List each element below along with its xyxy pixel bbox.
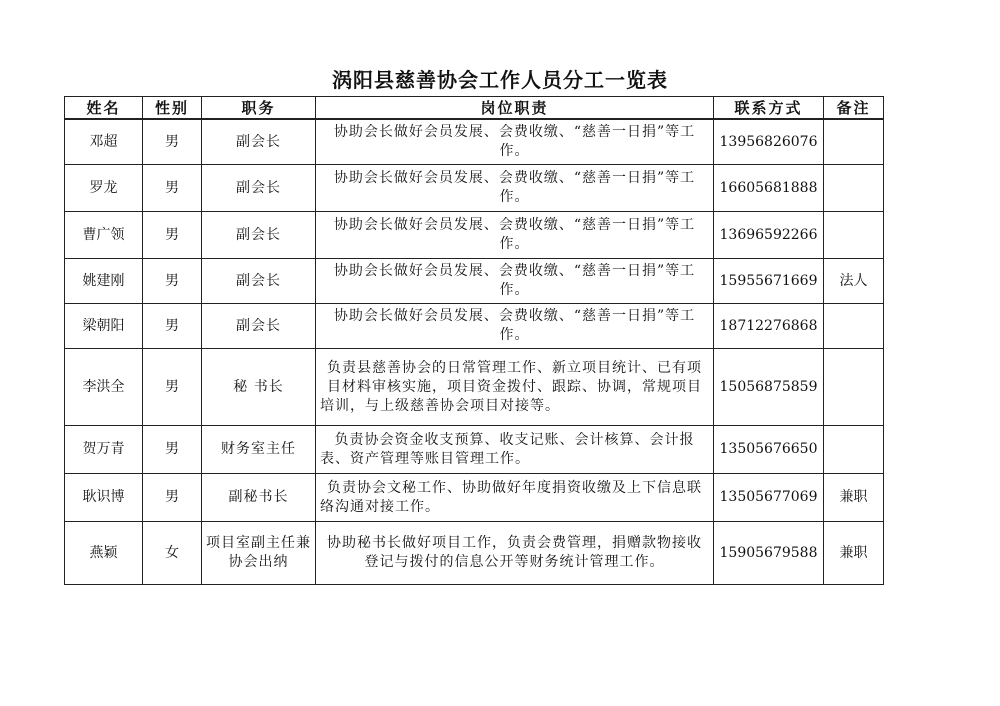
cell-duties: 协助会长做好会员发展、会费收缴、“慈善一日捐”等工作。 — [316, 304, 714, 349]
cell-phone: 15955671669 — [714, 259, 824, 304]
cell-name: 姚建刚 — [65, 259, 143, 304]
cell-phone: 13696592266 — [714, 212, 824, 259]
cell-duties: 协助会长做好会员发展、会费收缴、“慈善一日捐”等工作。 — [316, 212, 714, 259]
cell-duties: 负责协会文秘工作、协助做好年度捐资收缴及上下信息联络沟通对接工作。 — [316, 474, 714, 522]
cell-position: 副会长 — [202, 165, 316, 212]
table-row — [65, 212, 884, 259]
cell-position: 财务室主任 — [202, 426, 316, 474]
cell-phone: 15905679588 — [714, 522, 824, 585]
cell-duties: 负责协会资金收支预算、收支记账、会计核算、会计报表、资产管理等账目管理工作。 — [316, 426, 714, 474]
cell-duties: 负责县慈善协会的日常管理工作、新立项目统计、已有项目材料审核实施，项目资金拨付、跟踪、协调，常规项目培训，与上级慈善协会项目对接等。 — [316, 349, 714, 426]
table-row — [65, 426, 884, 474]
cell-duties: 协助会长做好会员发展、会费收缴、“慈善一日捐”等工作。 — [316, 259, 714, 304]
cell-name: 罗龙 — [65, 165, 143, 212]
cell-position: 副秘书长 — [202, 474, 316, 522]
cell-phone: 13505676650 — [714, 426, 824, 474]
cell-name: 贺万青 — [65, 426, 143, 474]
cell-position: 副会长 — [202, 304, 316, 349]
staff-table — [64, 96, 884, 585]
table-row — [65, 119, 884, 165]
cell-gender: 男 — [143, 165, 202, 212]
header-gender: 性别 — [143, 97, 202, 120]
table-row — [65, 165, 884, 212]
header-note: 备注 — [824, 97, 884, 120]
cell-note — [824, 304, 884, 349]
cell-note — [824, 212, 884, 259]
cell-note — [824, 426, 884, 474]
document-title: 涡阳县慈善协会工作人员分工一览表 — [332, 68, 668, 92]
table-row — [65, 474, 884, 522]
cell-phone: 13505677069 — [714, 474, 824, 522]
cell-name: 燕颖 — [65, 522, 143, 585]
cell-gender: 女 — [143, 522, 202, 585]
cell-phone: 18712276868 — [714, 304, 824, 349]
cell-gender: 男 — [143, 304, 202, 349]
cell-note — [824, 119, 884, 165]
cell-name: 李洪全 — [65, 349, 143, 426]
cell-phone: 16605681888 — [714, 165, 824, 212]
cell-gender: 男 — [143, 474, 202, 522]
cell-position: 副会长 — [202, 259, 316, 304]
cell-note: 兼职 — [824, 474, 884, 522]
cell-note — [824, 165, 884, 212]
cell-name: 曹广领 — [65, 212, 143, 259]
cell-note: 法人 — [824, 259, 884, 304]
cell-gender: 男 — [143, 212, 202, 259]
cell-note: 兼职 — [824, 522, 884, 585]
cell-duties: 协助会长做好会员发展、会费收缴、“慈善一日捐”等工作。 — [316, 165, 714, 212]
cell-name: 邓超 — [65, 119, 143, 165]
cell-gender: 男 — [143, 119, 202, 165]
cell-position: 副会长 — [202, 212, 316, 259]
table-row — [65, 259, 884, 304]
table-row — [65, 349, 884, 426]
cell-phone: 13956826076 — [714, 119, 824, 165]
cell-gender: 男 — [143, 259, 202, 304]
header-phone: 联系方式 — [714, 97, 824, 120]
cell-duties: 协助会长做好会员发展、会费收缴、“慈善一日捐”等工作。 — [316, 119, 714, 165]
cell-name: 梁朝阳 — [65, 304, 143, 349]
header-name: 姓名 — [65, 97, 143, 120]
cell-duties: 协助秘书长做好项目工作，负责会费管理，捐赠款物接收登记与拨付的信息公开等财务统计管理工作。 — [316, 522, 714, 585]
table-row — [65, 522, 884, 585]
header-duties: 岗位职责 — [316, 97, 714, 120]
cell-gender: 男 — [143, 349, 202, 426]
cell-gender: 男 — [143, 426, 202, 474]
table-header-row — [65, 97, 884, 120]
cell-position: 项目室副主任兼协会出纳 — [202, 522, 316, 585]
cell-position: 秘 书长 — [202, 349, 316, 426]
cell-position: 副会长 — [202, 119, 316, 165]
table-row — [65, 304, 884, 349]
cell-name: 耿识博 — [65, 474, 143, 522]
cell-note — [824, 349, 884, 426]
header-position: 职务 — [202, 97, 316, 120]
cell-phone: 15056875859 — [714, 349, 824, 426]
